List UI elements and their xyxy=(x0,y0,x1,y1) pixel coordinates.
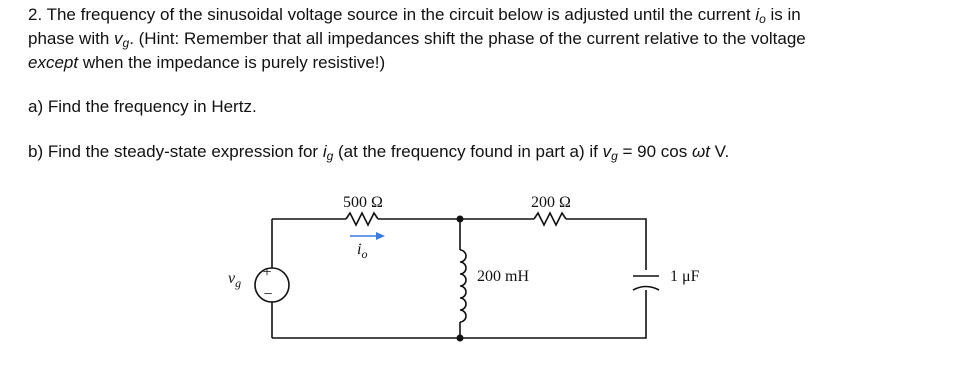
source-var: v xyxy=(228,270,236,287)
voltage-subscript: g xyxy=(122,36,130,50)
voltage-variable: v xyxy=(114,29,123,48)
problem-text: when the impedance is purely resistive!) xyxy=(78,53,386,72)
wire-top-right xyxy=(566,219,646,270)
current-label xyxy=(357,241,367,261)
capacitor-plate-bottom xyxy=(633,287,659,291)
current-variable: i xyxy=(322,142,327,161)
inductor-200mh xyxy=(460,250,466,322)
current-sub: o xyxy=(361,247,368,261)
current-var: i xyxy=(357,241,362,258)
resistor-200-label: 200 Ω xyxy=(531,194,571,211)
part-b-text: b) Find the steady-state expression for xyxy=(28,142,323,161)
junction-bottom xyxy=(457,335,464,342)
problem-text: is in xyxy=(765,5,801,24)
source-sub: g xyxy=(235,276,242,290)
omega-t: ωt xyxy=(691,142,710,161)
resistor-500 xyxy=(346,213,378,225)
part-a: a) Find the frequency in Hertz. xyxy=(28,97,257,116)
capacitor-label: 1 μF xyxy=(670,268,700,285)
current-subscript: g xyxy=(326,149,334,163)
current-arrow xyxy=(350,232,385,240)
source-label xyxy=(228,270,241,290)
emphasis-text: except xyxy=(28,53,79,72)
problem-text: phase with xyxy=(28,29,114,48)
source-plus: + xyxy=(262,264,272,281)
current-variable: i xyxy=(755,5,760,24)
voltage-subscript: g xyxy=(611,149,618,163)
problem-text: 2. The frequency of the sinusoidal voltage source in the circuit below is adjusted until the current xyxy=(28,5,756,24)
source-minus: − xyxy=(263,286,273,303)
junction-top xyxy=(457,216,464,223)
resistor-500-label: 500 Ω xyxy=(343,194,383,211)
inductor-label: 200 mH xyxy=(477,268,529,285)
part-b-text: = 90 cos xyxy=(617,142,692,161)
part-b-text: (at the frequency found in part a) if xyxy=(333,142,603,161)
current-subscript: o xyxy=(759,12,766,26)
resistor-200 xyxy=(534,213,566,225)
wire-bottom xyxy=(272,290,646,338)
problem-text: . (Hint: Remember that all impedances shift the phase of the current relative to the voltage xyxy=(129,29,806,48)
voltage-variable: v xyxy=(602,142,612,161)
part-b-text: V. xyxy=(709,142,730,161)
